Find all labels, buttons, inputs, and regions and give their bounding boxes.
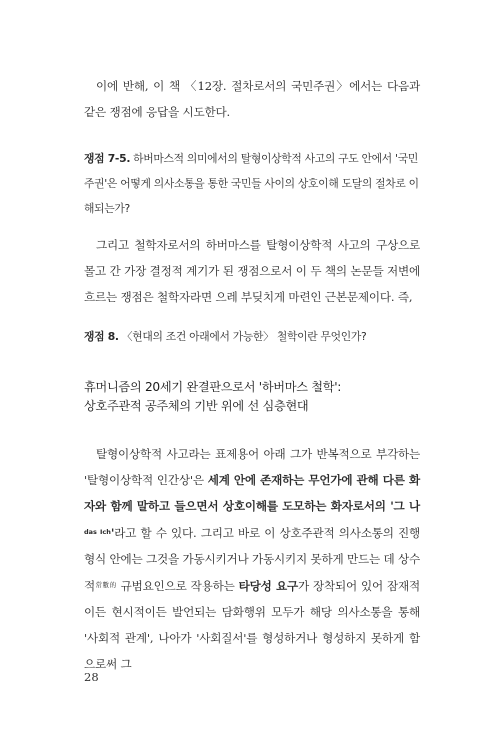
issue-7-5-text: 하버마스적 의미에서의 탈형이상학적 사고의 구도 안에서 '국민주권'은 어떻게 의사소통을 통한 국민들 사이의 상호이해 도달의 절차로 이해되는가? bbox=[84, 152, 419, 215]
hanja-gloss: 常數的 bbox=[95, 581, 117, 589]
paragraph-2-text: 그리고 철학자로서의 하버마스를 탈형이상학적 사고의 구상으로 몰고 간 가장 결정적 계기가 된 쟁점으로서 이 두 책의 논문들 저변에 흐르는 쟁점은 철학자라면 으레 부딪치게 마련인 근본문제이다. 즉, bbox=[84, 238, 420, 304]
emphasis-close-quote: ' bbox=[110, 526, 115, 540]
emphasis-validity-claim: 타당성 요구 bbox=[238, 579, 298, 593]
issue-7-5 bbox=[84, 146, 420, 221]
page-number: 28 bbox=[84, 670, 99, 684]
german-gloss: das Ich bbox=[84, 528, 111, 536]
paragraph-3-text-4: 가 장착되어 있어 잠재적이든 현시적이든 발언되는 담화행위 모두가 해당 의사소통을 통해 '사회적 관계', 나아가 '사회질서'를 형성하거나 형성하지 못하게 함으로써 그 bbox=[84, 579, 421, 671]
issue-8-label: 쟁점 8. bbox=[84, 330, 119, 343]
paragraph-3-text-3: 규범요인으로 작용하는 bbox=[116, 579, 239, 593]
issue-8-text: 〈현대의 조건 아래에서 가능한〉 철학이란 무엇인가? bbox=[121, 330, 367, 343]
paragraph-3-text-2: 라고 할 수 있다. 그리고 바로 이 상호주관적 의사소통의 진행형식 안에는 그것을 가동시키거나 가동시키지 못하게 만드는 데 상수적 bbox=[84, 526, 420, 593]
paragraph-3-text-1: 탈형이상학적 사고라는 표제용어 아래 그가 반복적으로 부각하는 '탈형이상학적 인간상'은 bbox=[84, 447, 420, 487]
paragraph-3 bbox=[84, 441, 420, 677]
intro-paragraph bbox=[84, 73, 420, 125]
emphasis-text: 세계 안에 존재하는 무언가에 관해 다른 화자와 함께 말하고 들으면서 상호이해를 도모하는 화자로서의 '그 나 bbox=[84, 473, 420, 513]
issue-8 bbox=[84, 324, 420, 349]
intro-text: 이에 반해, 이 책 〈12장. 절차로서의 국민주권〉에서는 다음과 같은 쟁점에 응답을 시도한다. bbox=[84, 79, 420, 119]
issue-7-5-label: 쟁점 7-5. bbox=[84, 152, 131, 165]
section-heading bbox=[84, 378, 420, 416]
paragraph-2 bbox=[84, 232, 420, 310]
section-heading-line-2: 상호주관적 공주체의 기반 위에 선 심층현대 bbox=[84, 399, 309, 413]
section-heading-line-1: 휴머니즘의 20세기 완결판으로서 '하버마스 철학': bbox=[84, 380, 342, 394]
